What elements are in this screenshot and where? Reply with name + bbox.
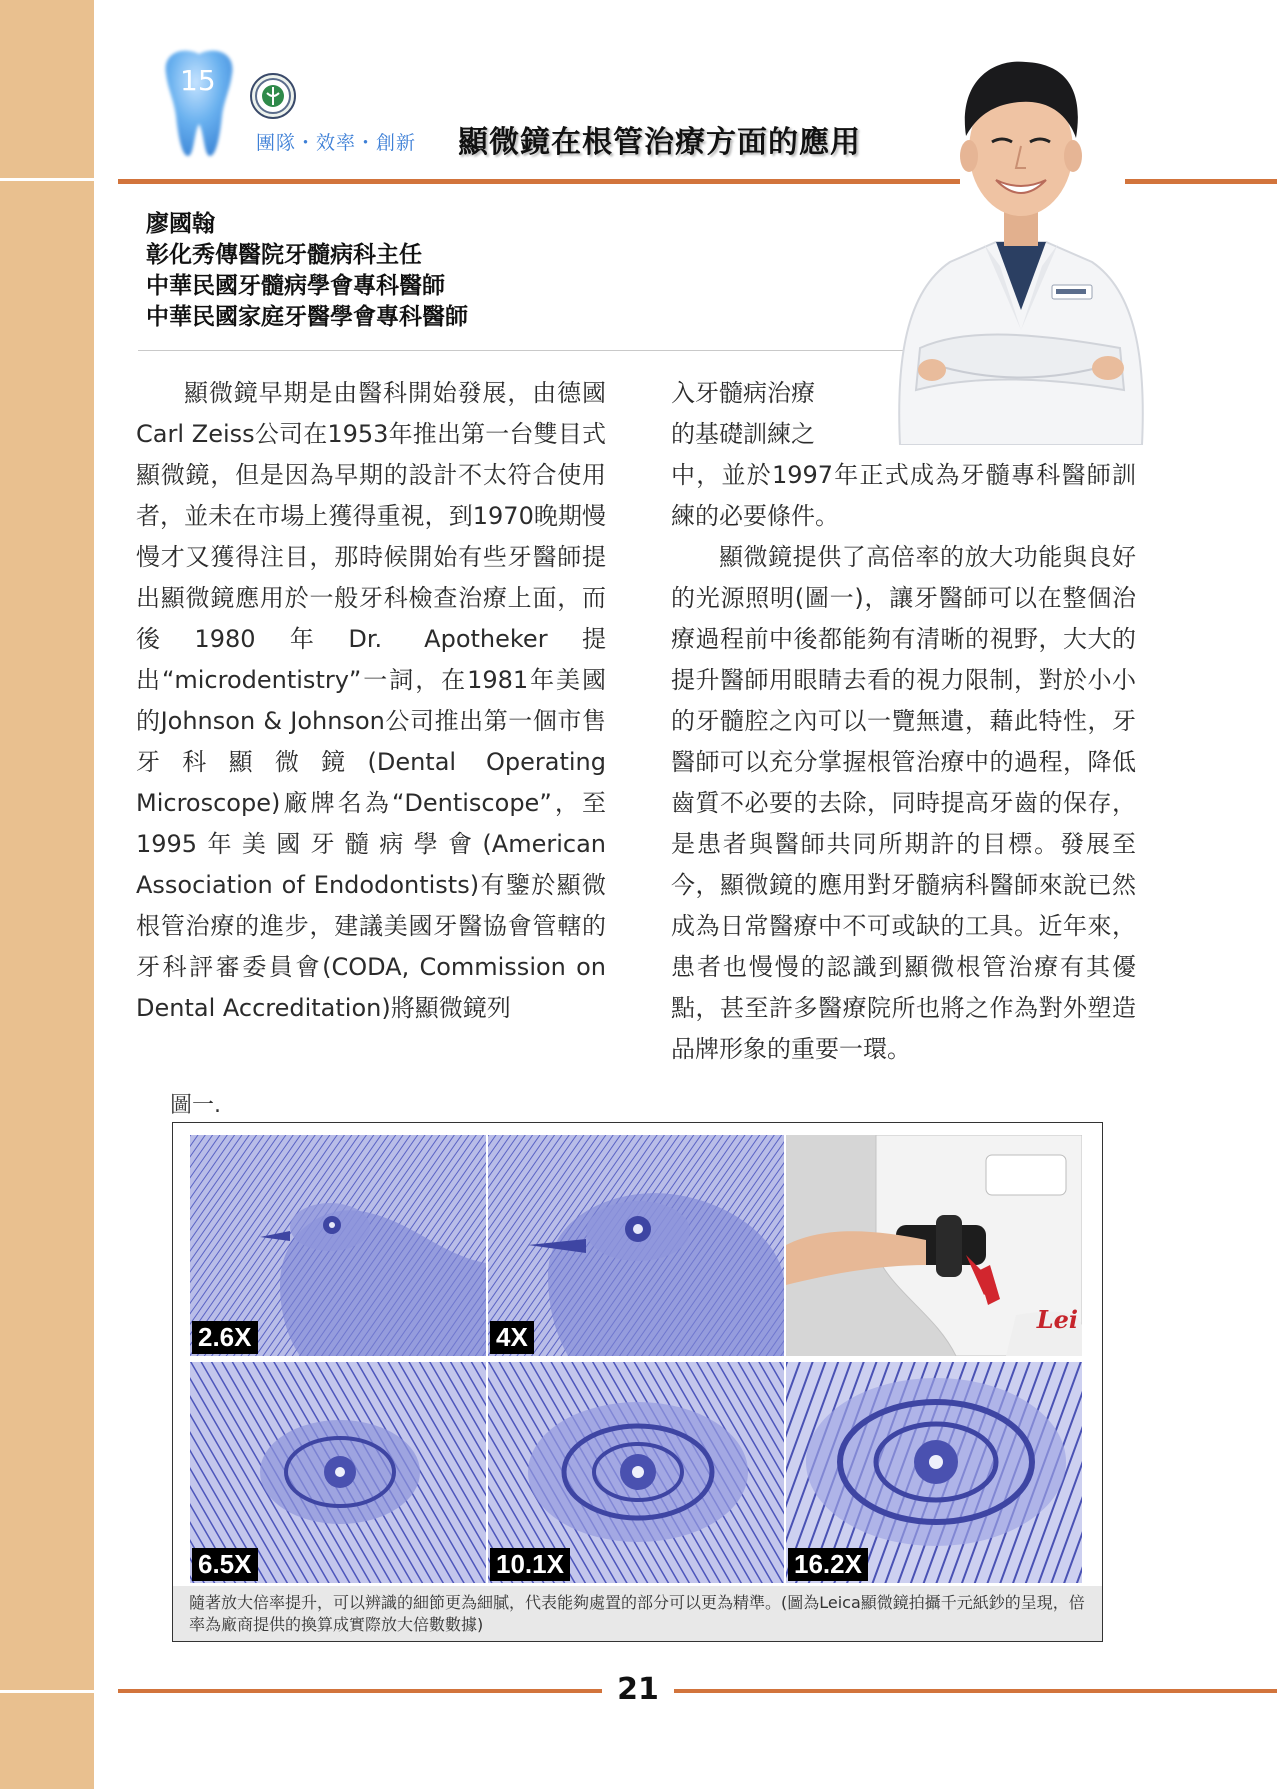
- author-title: 中華民國牙髓病學會專科醫師: [146, 273, 445, 299]
- magnification-badge: 2.6X: [192, 1321, 258, 1354]
- micrograph-panel: [190, 1135, 486, 1356]
- issue-number: 15: [180, 64, 216, 97]
- microscope-brand-mark: Lei: [1036, 1305, 1078, 1334]
- figure-box: [172, 1122, 1103, 1642]
- magnification-badge: 16.2X: [788, 1548, 868, 1581]
- page-title: 顯微鏡在根管治療方面的應用: [458, 125, 861, 160]
- article-text-line: 的基礎訓練之: [671, 420, 815, 448]
- figure-caption: [173, 1586, 1102, 1641]
- header-rule: [118, 179, 960, 184]
- author-name: 廖國翰: [146, 211, 215, 237]
- micrograph-panel: [488, 1362, 784, 1583]
- author-divider: [138, 350, 938, 351]
- micrograph-panel: [786, 1362, 1082, 1583]
- article-text-line: 入牙髓病治療: [671, 379, 815, 407]
- author-block: [146, 209, 468, 333]
- article-paragraph: 中，並於1997年正式成為牙髓專科醫師訓練的必要條件。: [671, 461, 1136, 530]
- footer-rule: [118, 1689, 602, 1693]
- magnification-badge: 6.5X: [192, 1548, 258, 1581]
- footer-rule-right: [674, 1689, 1277, 1693]
- author-title: 中華民國家庭牙醫學會專科醫師: [146, 304, 468, 330]
- spine-divider: [0, 1690, 94, 1693]
- micrograph-panel: [488, 1135, 784, 1356]
- microscope-photo: [786, 1135, 1082, 1356]
- motto: 團隊・效率・創新: [256, 132, 417, 154]
- spine-divider: [0, 178, 94, 181]
- page-spine: [0, 0, 94, 1789]
- page-number: 21: [617, 1672, 659, 1707]
- article-paragraph: 顯微鏡早期是由醫科開始發展，由德國Carl Zeiss公司在1953年推出第一台雙目式顯微鏡，但是因為早期的設計不太符合使用者，並未在市場上獲得重視，到1970晚期慢慢才又獲得注目，那時候開始有些牙醫師提出顯微鏡應用於一般牙科檢查治療上面，而後1980年Dr. Apotheker提出“microdentistry”一詞，在1981年美國的Johnson & Johnson公司推出第一個市售牙科顯微鏡(Dental Operating Microscope)廠牌名為“Dentiscope”，至1995年美國牙髓病學會(American Association of Endodontists)有鑒於顯微根管治療的進步，建議美國牙醫協會管轄的牙科評審委員會(CODA, Commission on Dental Accreditation)將顯微鏡列: [136, 379, 606, 1022]
- article-left-column: [136, 373, 606, 1029]
- magnification-grid: [190, 1135, 1082, 1583]
- tooth-icon: [158, 44, 240, 162]
- figure-label: 圖一.: [170, 1093, 221, 1118]
- article-right-column: [671, 373, 1136, 1070]
- micrograph-panel: [190, 1362, 486, 1583]
- magnification-badge: 10.1X: [490, 1548, 570, 1581]
- hospital-seal-icon: [250, 73, 296, 119]
- figure-caption-text: 隨著放大倍率提升，可以辨識的細節更為細膩，代表能夠處置的部分可以更為精準。(圖為Leica顯微鏡拍攝千元紙鈔的呈現，倍率為廠商提供的換算成實際放大倍數數據): [189, 1593, 1085, 1634]
- magnification-badge: 4X: [490, 1321, 534, 1354]
- author-title: 彰化秀傳醫院牙髓病科主任: [146, 242, 422, 268]
- article-paragraph: 顯微鏡提供了高倍率的放大功能與良好的光源照明(圖一)，讓牙醫師可以在整個治療過程前中後都能夠有清晰的視野，大大的提升醫師用眼睛去看的視力限制，對於小小的牙髓腔之內可以一覽無遺，藉此特性，牙醫師可以充分掌握根管治療中的過程，降低齒質不必要的去除，同時提高牙齒的保存，是患者與醫師共同所期許的目標。發展至今，顯微鏡的應用對牙髓病科醫師來說已然成為日常醫療中不可或缺的工具。近年來，患者也慢慢的認識到顯微根管治療有其優點，甚至許多醫療院所也將之作為對外塑造品牌形象的重要一環。: [671, 543, 1136, 1063]
